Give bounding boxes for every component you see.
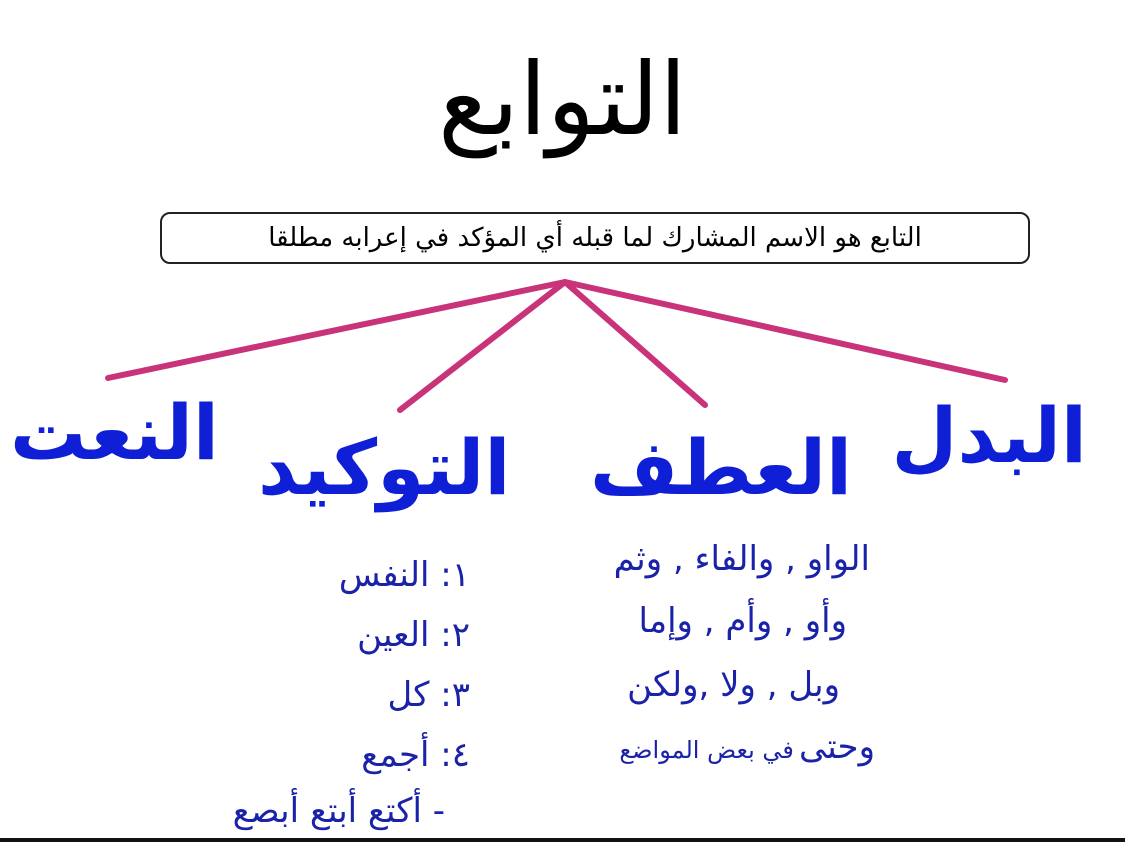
- atf-item-2: وأو , وأم , وإما: [638, 601, 847, 641]
- category-badal: البدل: [891, 391, 1087, 480]
- category-atf: العطف: [590, 423, 853, 512]
- atf-item-3: وبل , ولا ,ولكن: [627, 665, 840, 705]
- connector-to-badal: [565, 282, 1005, 380]
- atf-item-4-main: وحتى: [798, 727, 875, 767]
- tawkid-item-2: ٢: العين: [357, 615, 470, 655]
- tawkid-item-1: ١: النفس: [338, 555, 470, 595]
- tawkid-item-4: ٤: أجمع: [361, 735, 470, 775]
- bottom-divider: [0, 838, 1125, 842]
- tawkid-item-5: - أكتع أبتع أبصع: [232, 791, 445, 831]
- atf-item-4-note: في بعض المواضع: [619, 736, 794, 764]
- connector-to-naat: [108, 282, 565, 378]
- atf-item-4: [619, 727, 875, 767]
- atf-item-1: الواو , والفاء , وثم: [613, 539, 870, 579]
- main-title: التوابع: [438, 41, 687, 158]
- definition-text: التابع هو الاسم المشارك لما قبله أي المؤكد في إعرابه مطلقا: [268, 223, 922, 253]
- tawkid-item-3: ٣: كل: [387, 675, 470, 715]
- category-tawkid: التوكيد: [258, 423, 511, 512]
- category-naat: النعت: [10, 388, 219, 477]
